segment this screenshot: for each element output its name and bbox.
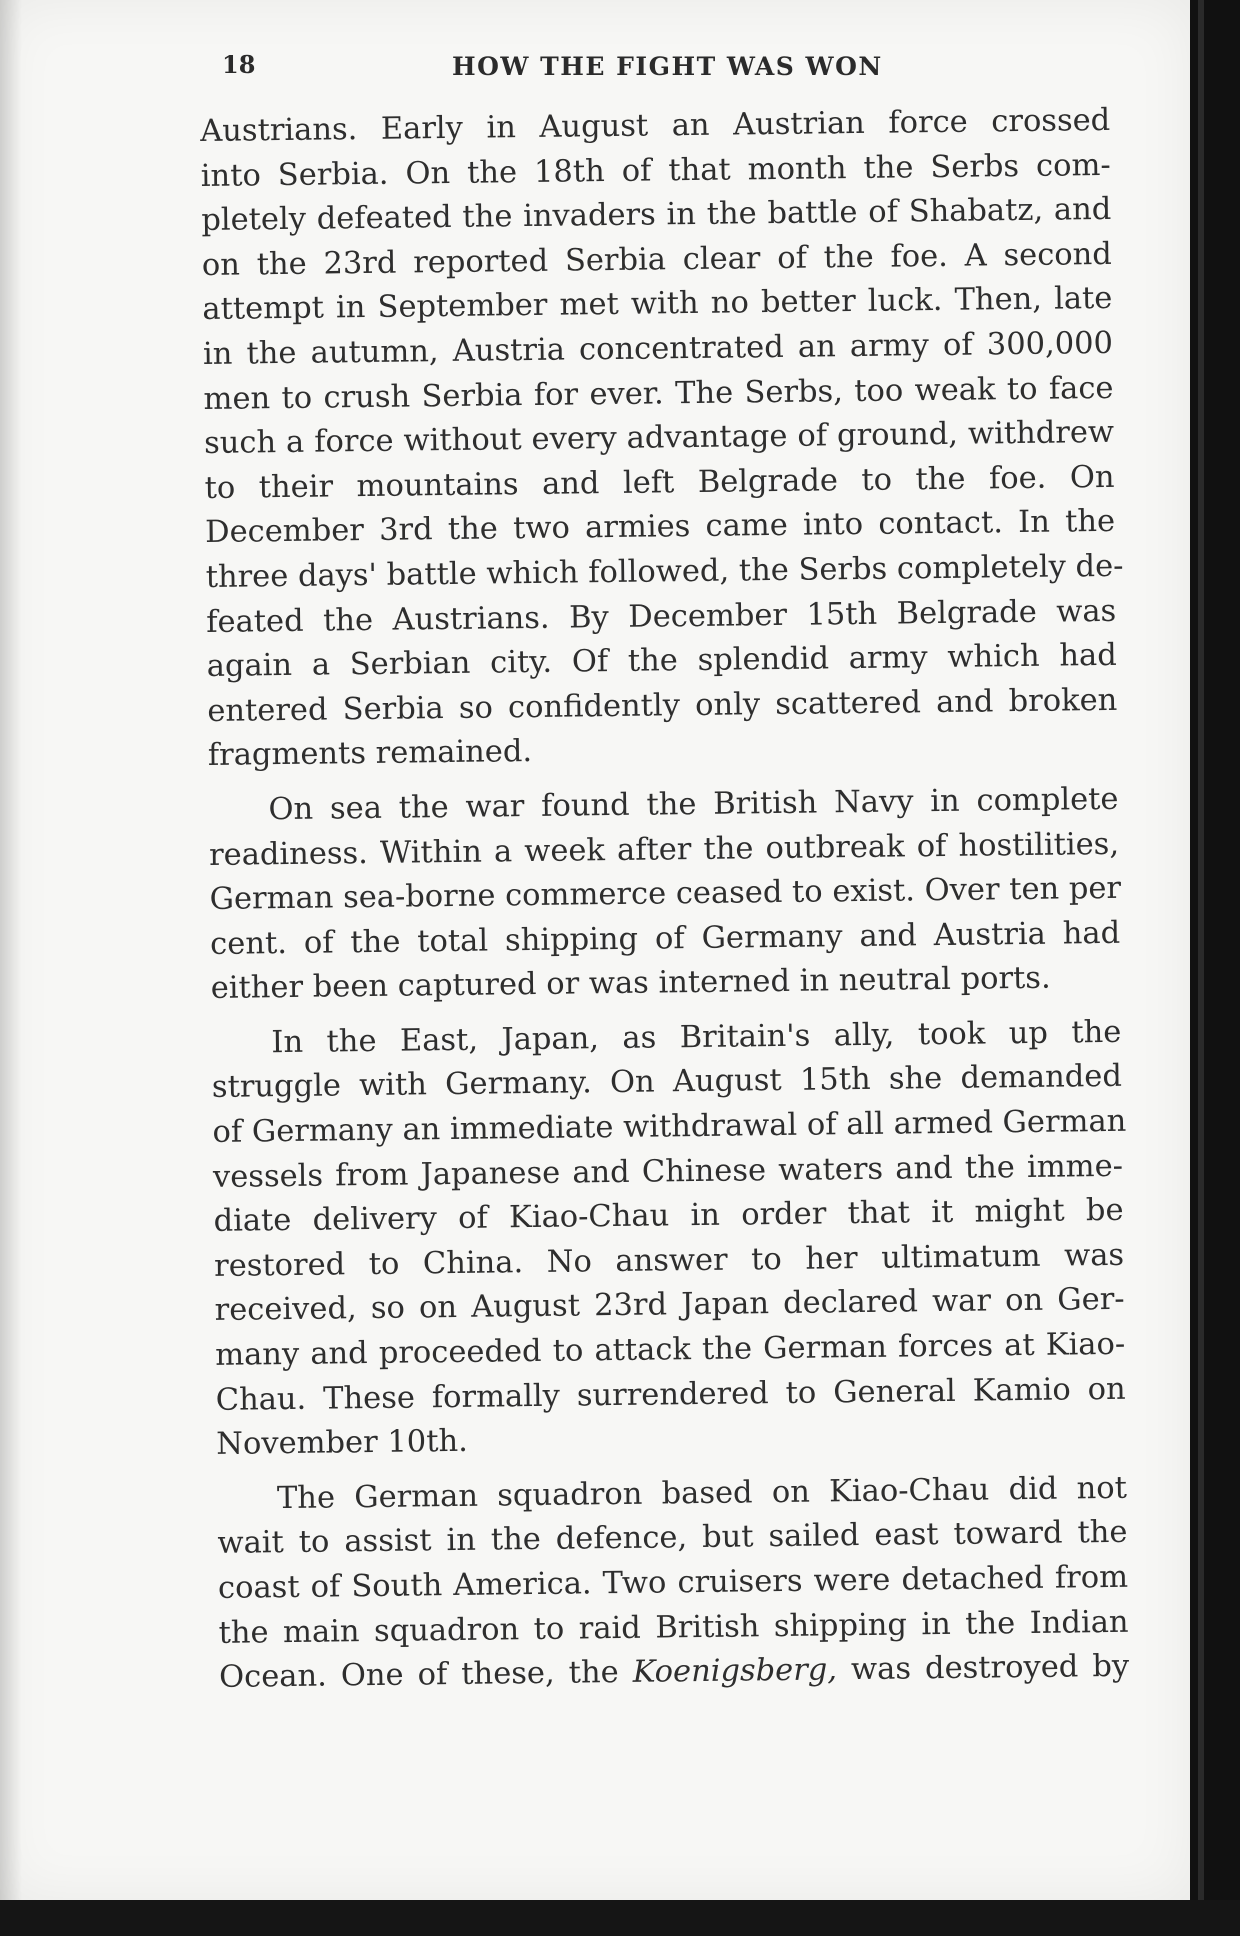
body-text <box>200 99 1129 1701</box>
running-head <box>222 50 1112 90</box>
text-line: feated the Austrians. By December 15th Belgrade was <box>206 593 1117 640</box>
text-line: Austrians. Early in August an Austrian force crossed <box>200 102 1111 149</box>
text-line: vessels from Japanese and Chinese waters and the imme- <box>212 1148 1124 1195</box>
text-line: again a Serbian city. Of the splendid army which had <box>206 637 1117 685</box>
text-line: the main squadron to raid British shipping in the Indian <box>218 1604 1129 1651</box>
text-line: entered Serbia so confidently only scattered and broken <box>207 682 1118 729</box>
text-line: in the autumn, Austria concentrated an army of 300,000 <box>202 325 1114 372</box>
text-line: struggle with Germany. On August 15th she demanded <box>211 1059 1123 1106</box>
text-line: diate delivery of Kiao-Chau in order that it might be <box>213 1193 1124 1240</box>
text-line: November 10th. <box>216 1424 469 1463</box>
text-line: to their mountains and left Belgrade to the foe. On <box>204 459 1115 506</box>
text-line: three days' battle which followed, the Serbs completely de- <box>205 548 1124 595</box>
text-line: readiness. Within a week after the outbreak of hostilities, <box>208 826 1120 873</box>
ship-name-italic: Koenigsberg, <box>632 1652 838 1691</box>
text-line: restored to China. No answer to her ultimatum was <box>213 1237 1125 1284</box>
page-edge-line <box>1198 0 1204 1936</box>
text-line: German sea-borne commerce ceased to exist. Over ten per <box>209 870 1122 918</box>
text-line: coast of South America. Two cruisers were detached from <box>217 1559 1129 1606</box>
text-line: attempt in September met with no better luck. Then, late <box>202 281 1113 328</box>
text-line: either been captured or was interned in neutral ports. <box>210 960 1051 1007</box>
text-line: many and proceeded to attack the German forces at Kiao- <box>215 1326 1126 1373</box>
text-line: In the East, Japan, as Britain's ally, took up the <box>271 1014 1122 1061</box>
text-line: The German squadron based on Kiao-Chau did not <box>276 1470 1128 1516</box>
page-number: 18 <box>222 50 256 79</box>
text-line: cent. of the total shipping of Germany and Austria had <box>209 915 1121 962</box>
paragraph <box>211 1011 1126 1468</box>
text-line: on the 23rd reported Serbia clear of the foe. A second <box>201 236 1113 283</box>
text-segment: was destroyed by <box>836 1648 1130 1688</box>
text-line: such a force without every advantage of ground, withdrew <box>203 415 1115 462</box>
text-line: of Germany an immediate withdrawal of all armed German <box>212 1103 1127 1150</box>
scan-edge-bottom <box>0 1900 1240 1936</box>
scan-edge-right <box>1190 0 1240 1936</box>
text-line: Chau. These formally surrendered to General Kamio on <box>215 1371 1126 1418</box>
text-line: fragments remained. <box>207 734 533 774</box>
paragraph <box>217 1467 1130 1701</box>
paragraph <box>200 99 1124 779</box>
page-gutter-shadow <box>0 0 22 1900</box>
text-line: pletely defeated the invaders in the battle of Shabatz, and <box>201 192 1112 239</box>
text-line: On sea the war found the British Navy in complete <box>268 781 1119 828</box>
text-line: men to crush Serbia for ever. The Serbs, too weak to face <box>203 370 1114 417</box>
text-line: into Serbia. On the 18th of that month the Serbs com- <box>200 147 1111 194</box>
text-line: received, so on August 23rd Japan declared war on Ger- <box>214 1282 1125 1329</box>
text-segment: Ocean. One of these, the <box>218 1655 633 1696</box>
running-title: HOW THE FIGHT WAS WON <box>452 52 883 81</box>
paragraph <box>208 778 1121 1012</box>
text-line: December 3rd the two armies came into contact. In the <box>204 504 1116 551</box>
text-line: wait to assist in the defence, but sailed east toward the <box>217 1515 1128 1562</box>
